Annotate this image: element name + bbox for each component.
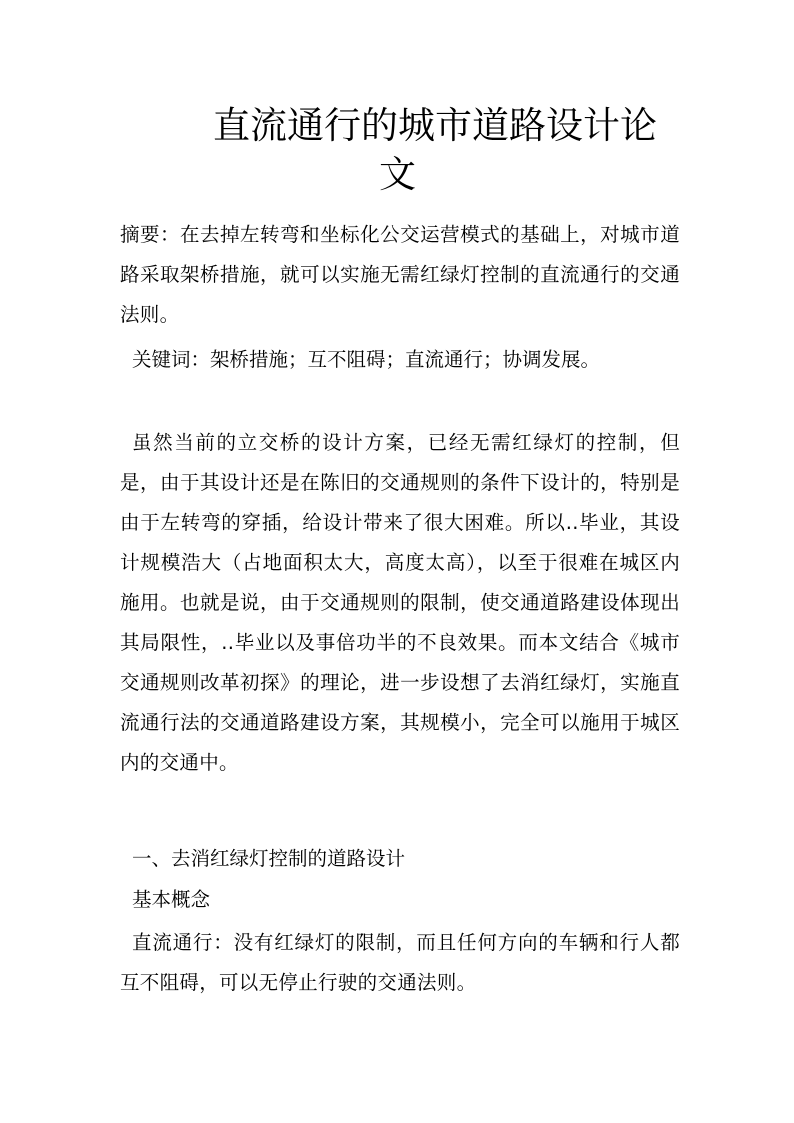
section-heading: 一、去消红绿灯控制的道路设计 [132,847,406,870]
document-title-line-1: 直流通行的城市道路设计论 [213,104,657,147]
keywords-line: 关键词：架桥措施；互不阻碍；直流通行；协调发展。 [132,348,601,371]
document-title-line-2: 文 [379,153,416,196]
sub-heading: 基本概念 [132,888,211,911]
definition-paragraph [120,923,680,1003]
definition-paragraph-text: 直流通行：没有红绿灯的限制，而且任何方向的车辆和行人都互不阻碍，可以无停止行驶的交通法则。 [120,931,680,994]
body-paragraph [120,423,680,783]
body-paragraph-text: 虽然当前的立交桥的设计方案，已经无需红绿灯的控制，但是，由于其设计还是在陈旧的交通规则的条件下设计的，特别是由于左转弯的穿插，给设计带来了很大困难。所以..毕业，其设计规模浩大（占地面积太大，高度太高），以至于很难在城区内施用。也就是说，由于交通规则的限制，使交通道路建设体现出其局限性，..毕业以及事倍功半的不良效果。而本文结合《城市交通规则改革初探》的理论，进一步设想了去消红绿灯，实施直流通行法的交通道路建设方案，其规模小，完全可以施用于城区内的交通中。 [120,431,680,774]
abstract-paragraph: 摘要：在去掉左转弯和坐标化公交运营模式的基础上，对城市道路采取架桥措施，就可以实施无需红绿灯控制的直流通行的交通法则。 [120,223,680,326]
